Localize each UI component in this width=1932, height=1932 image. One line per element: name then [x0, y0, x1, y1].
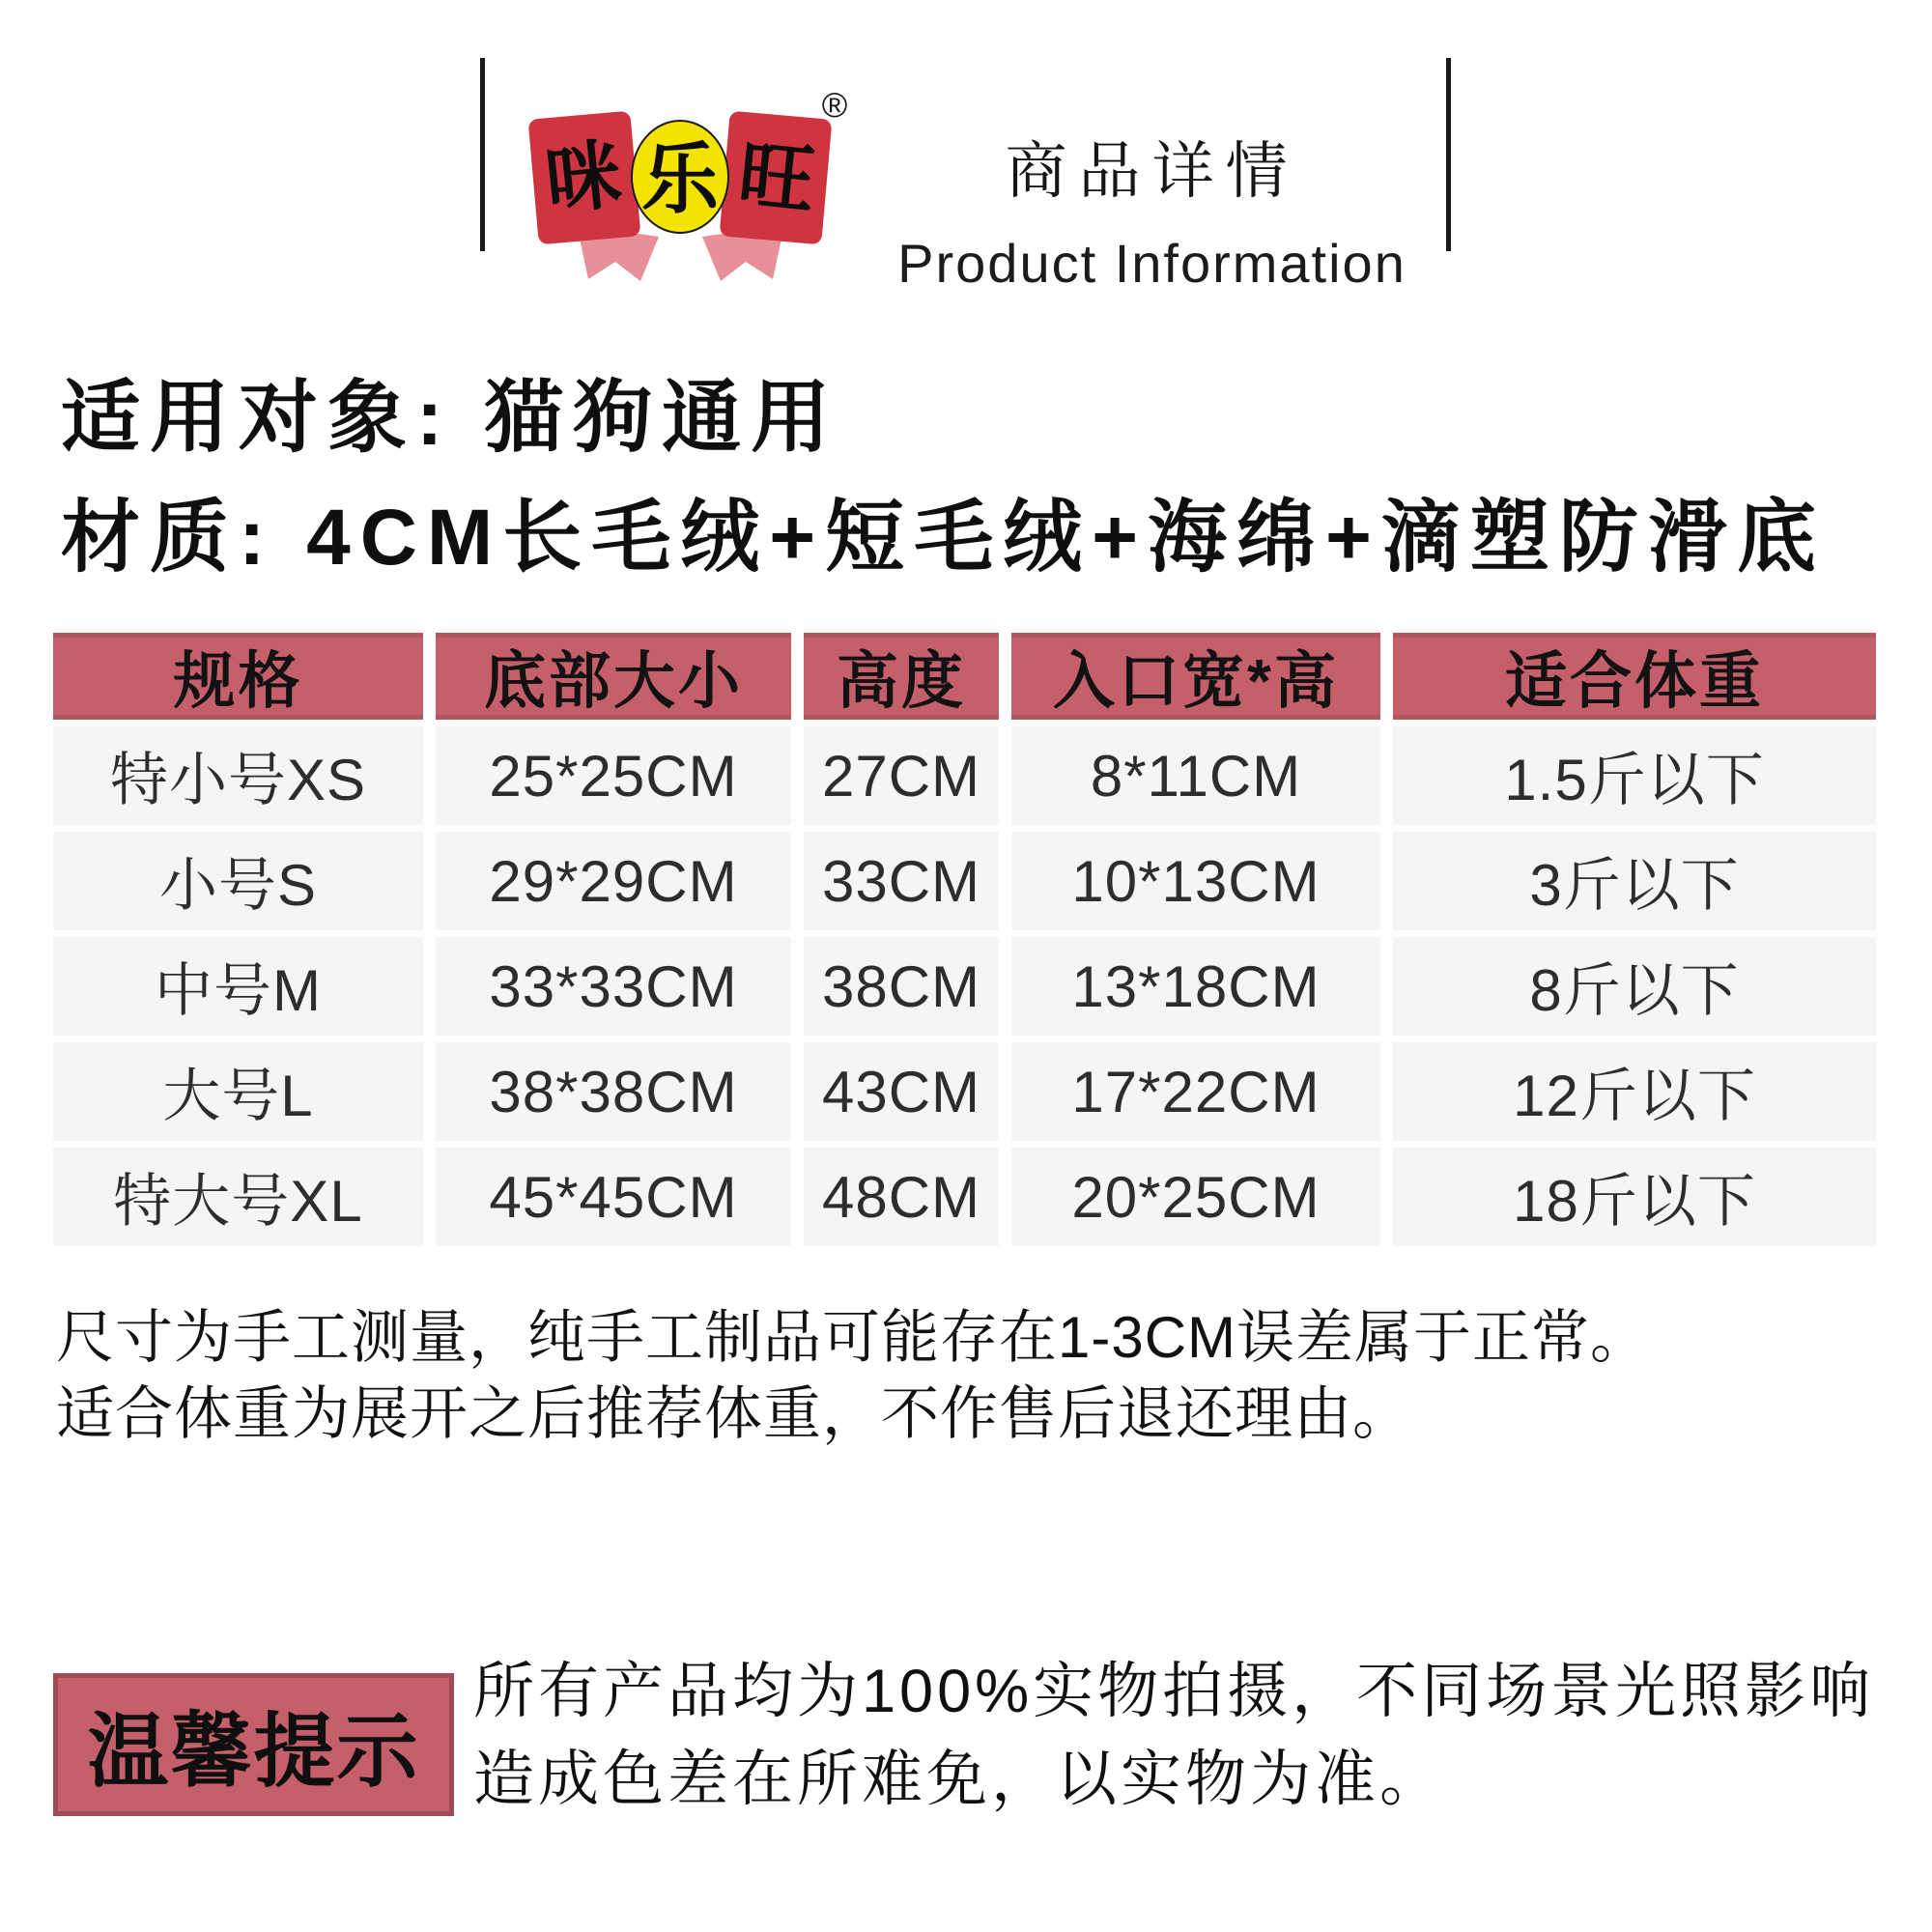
table-cell: 17*22CM: [1011, 1042, 1380, 1141]
table-cell: 8斤以下: [1393, 937, 1876, 1036]
registered-trademark-icon: ®: [821, 85, 848, 125]
table-cell: 33CM: [804, 832, 999, 930]
table-cell: 12斤以下: [1393, 1042, 1876, 1141]
page-title-block: [874, 122, 1430, 295]
table-cell: 25*25CM: [436, 726, 791, 825]
brand-logo-bow: [524, 82, 857, 285]
header-right-divider: [1446, 58, 1451, 251]
table-cell: 特小号XS: [53, 726, 423, 825]
tips-line-2: 造成色差在所难免，以实物为准。: [473, 1745, 1444, 1813]
size-table: [53, 633, 1884, 1246]
table-cell: 10*13CM: [1011, 832, 1380, 930]
applicable-pets-line: 适用对象: 猫狗通用: [61, 374, 840, 462]
warm-tips-badge: 温馨提示: [53, 1673, 454, 1816]
table-header-cell: 高度: [804, 633, 999, 720]
intro-section: [61, 372, 1826, 584]
notes-section: [56, 1299, 1649, 1452]
material-line: 材质: 4CM长毛绒+短毛绒+海绵+滴塑防滑底: [61, 493, 1826, 582]
page-title-en: Product Information: [897, 233, 1406, 294]
table-cell: 38*38CM: [436, 1042, 791, 1141]
table-header-cell: 入口宽*高: [1011, 633, 1380, 720]
table-cell: 38CM: [804, 937, 999, 1036]
table-header-cell: 规格: [53, 633, 423, 720]
brand-char-1: 咪: [541, 131, 626, 224]
table-cell: 1.5斤以下: [1393, 726, 1876, 825]
warm-tips-text: [473, 1648, 1903, 1823]
table-cell: 小号S: [53, 832, 423, 930]
table-cell: 43CM: [804, 1042, 999, 1141]
table-cell: 29*29CM: [436, 832, 791, 930]
table-cell: 18斤以下: [1393, 1148, 1876, 1246]
table-header-cell: 适合体重: [1393, 633, 1876, 720]
table-cell: 27CM: [804, 726, 999, 825]
page-title-zh: 商品详情: [1005, 136, 1299, 206]
table-cell: 特大号XL: [53, 1148, 423, 1246]
table-cell: 33*33CM: [436, 937, 791, 1036]
table-cell: 8*11CM: [1011, 726, 1380, 825]
table-cell: 大号L: [53, 1042, 423, 1141]
tips-line-1: 所有产品均为100%实物拍摄，不同场景光照影响: [473, 1658, 1875, 1725]
table-cell: 20*25CM: [1011, 1148, 1380, 1246]
table-cell: 中号M: [53, 937, 423, 1036]
measurement-note-line: 尺寸为手工测量，纯手工制品可能存在1-3CM误差属于正常。: [56, 1305, 1650, 1370]
table-header-cell: 底部大小: [436, 633, 791, 720]
table-cell: 48CM: [804, 1148, 999, 1246]
table-cell: 13*18CM: [1011, 937, 1380, 1036]
brand-char-2: 乐: [641, 136, 719, 222]
table-cell: 3斤以下: [1393, 832, 1876, 930]
brand-char-3: 旺: [734, 131, 819, 224]
table-cell: 45*45CM: [436, 1148, 791, 1246]
weight-note-line: 适合体重为展开之后推荐体重，不作售后退还理由。: [56, 1381, 1411, 1447]
header-left-divider: [480, 58, 485, 251]
